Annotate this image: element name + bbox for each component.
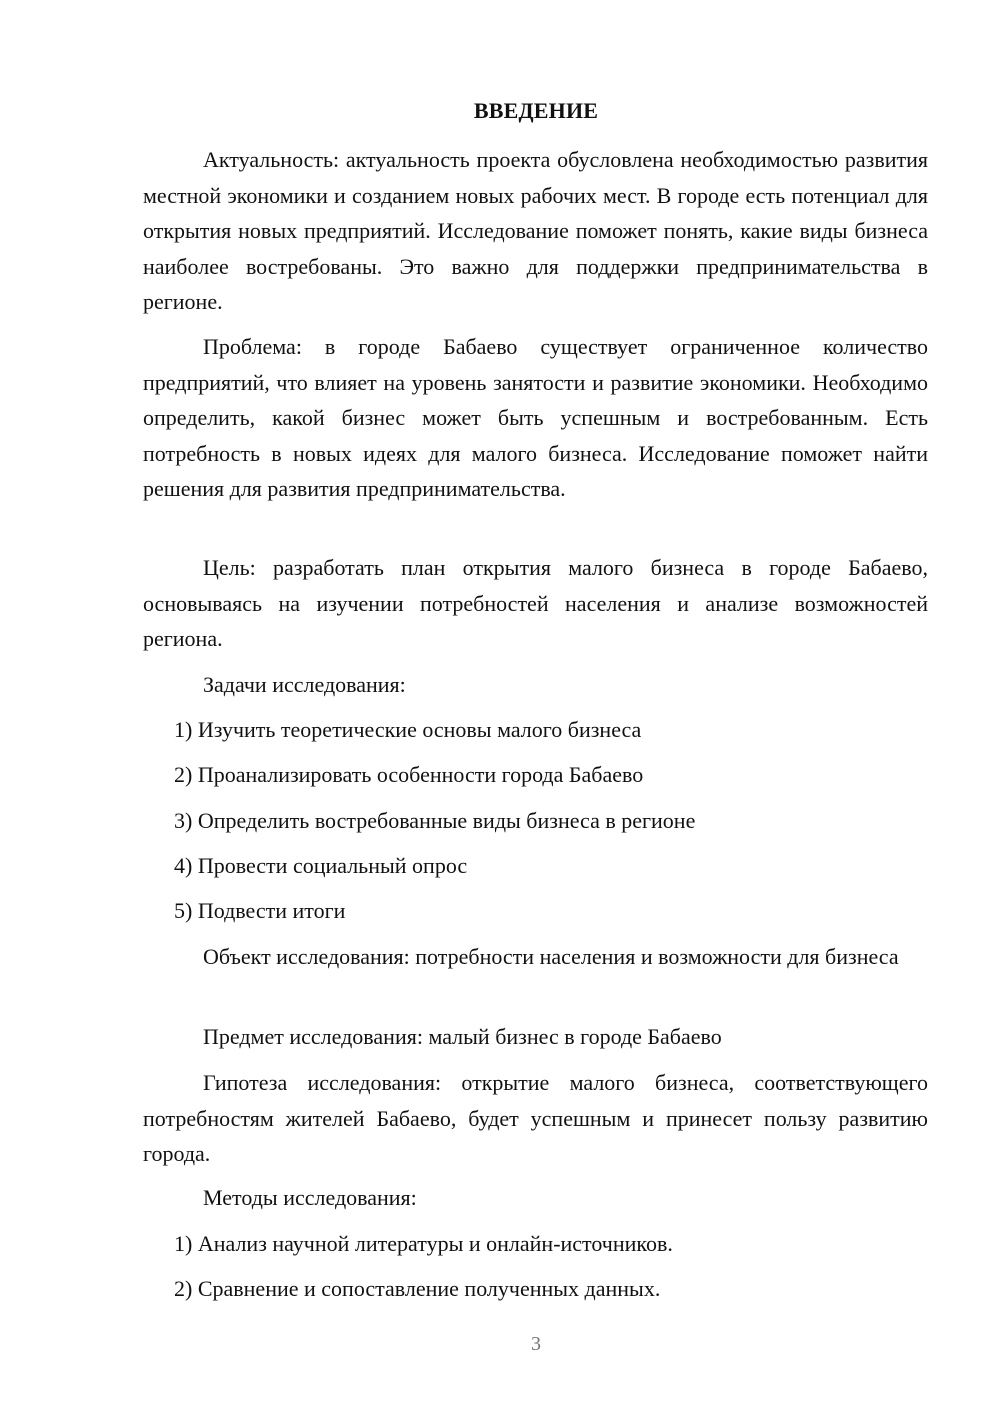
- methods-heading: Методы исследования:: [203, 1185, 417, 1210]
- page-number: 3: [531, 1333, 541, 1355]
- task-item: 1) Изучить теоретические основы малого бизнеса: [174, 717, 642, 742]
- method-item: 1) Анализ научной литературы и онлайн-источников.: [174, 1231, 673, 1256]
- subject-paragraph: Предмет исследования: малый бизнес в городе Бабаево: [203, 1024, 722, 1049]
- method-item: 2) Сравнение и сопоставление полученных данных.: [174, 1276, 661, 1301]
- task-item: 4) Провести социальный опрос: [174, 853, 468, 878]
- relevance-paragraph: Актуальность: актуальность проекта обусловлена необходимостью развития местной экономики и созданием новых рабочих мест. В городе есть потенциал для открытия новых предприятий. Исследование поможет понять, какие виды бизнеса наиболее востребованы. Это важно для поддержки предпринимательства в регионе.: [143, 147, 928, 314]
- goal-paragraph: Цель: разработать план открытия малого бизнеса в городе Бабаево, основываясь на изучении потребностей населения и анализе возможностей региона.: [143, 555, 928, 651]
- problem-paragraph: Проблема: в городе Бабаево существует ограниченное количество предприятий, что влияет на уровень занятости и развитие экономики. Необходимо определить, какой бизнес может быть успешным и востребованным. Есть потребность в новых идеях для малого бизнеса. Исследование поможет найти решения для развития предпринимательства.: [143, 334, 928, 501]
- object-paragraph: Объект исследования: потребности населения и возможности для бизнеса: [203, 944, 899, 969]
- task-item: 2) Проанализировать особенности города Бабаево: [174, 762, 644, 787]
- tasks-heading: Задачи исследования:: [203, 672, 406, 697]
- hypothesis-paragraph: Гипотеза исследования: открытие малого бизнеса, соответствующего потребностям жителей Бабаево, будет успешным и принесет пользу развитию города.: [143, 1070, 928, 1166]
- task-item: 5) Подвести итоги: [174, 898, 346, 923]
- task-item: 3) Определить востребованные виды бизнеса в регионе: [174, 808, 696, 833]
- section-heading: ВВЕДЕНИЕ: [473, 98, 599, 123]
